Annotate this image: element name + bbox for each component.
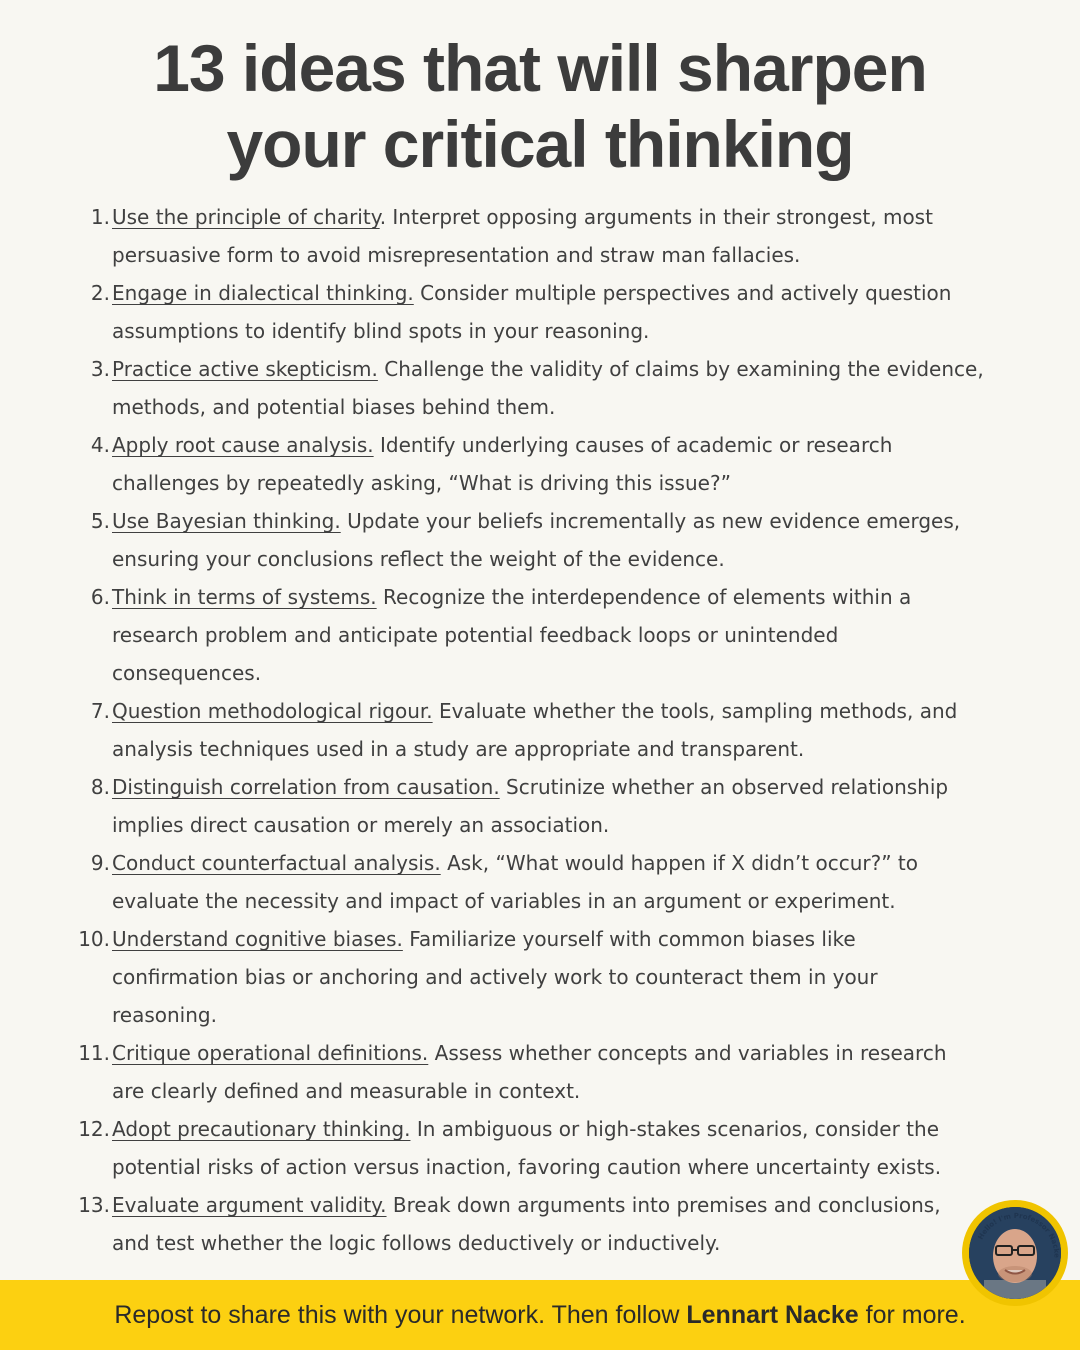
list-item [0, 426, 1080, 502]
footer-cta-bar [0, 1280, 1080, 1350]
item-heading: Engage in dialectical thinking. [112, 281, 414, 305]
item-heading: Think in terms of systems. [112, 585, 377, 609]
item-body: Scrutinize whether an observed relationship implies direct causation or merely an association. [112, 775, 949, 837]
title-line-2: your critical thinking [226, 107, 854, 181]
list-item [0, 350, 1080, 426]
item-number: 9. [90, 851, 110, 875]
item-heading: Adopt precautionary thinking. [112, 1117, 411, 1141]
item-number: 11. [78, 1041, 110, 1065]
item-body: Identify underlying causes of academic or research challenges by repeatedly asking, “What is driving this issue?” [112, 433, 893, 495]
item-heading: Practice active skepticism. [112, 357, 378, 381]
item-number: 13. [78, 1193, 110, 1217]
list-item [0, 502, 1080, 578]
item-number: 7. [90, 699, 110, 723]
item-number: 8. [90, 775, 110, 799]
item-heading-punctuation: . [379, 205, 387, 229]
item-heading: Evaluate argument validity. [112, 1193, 387, 1217]
item-heading: Use Bayesian thinking. [112, 509, 341, 533]
item-body: Ask, “What would happen if X didn’t occur?” to evaluate the necessity and impact of variables in an argument or experiment. [112, 851, 919, 913]
list-item [0, 274, 1080, 350]
page-title [0, 30, 1080, 182]
item-heading: Conduct counterfactual analysis. [112, 851, 441, 875]
item-body: Evaluate whether the tools, sampling methods, and analysis techniques used in a study are appropriate and transparent. [112, 699, 958, 761]
list-item [0, 1110, 1080, 1186]
ideas-list [0, 198, 1080, 1262]
footer-suffix: for more. [858, 1301, 966, 1329]
title-line-1: 13 ideas that will sharpen [153, 31, 927, 105]
item-heading: Critique operational definitions. [112, 1041, 429, 1065]
item-body: Consider multiple perspectives and actively question assumptions to identify blind spots in your reasoning. [112, 281, 952, 343]
item-number: 5. [90, 509, 110, 533]
item-heading: Use the principle of charity [112, 205, 380, 229]
footer-prefix: Repost to share this with your network. Then follow [114, 1301, 687, 1329]
list-item [0, 920, 1080, 1034]
profile-badge [962, 1200, 1068, 1306]
item-body: Familiarize yourself with common biases like confirmation bias or anchoring and actively work to counteract them in your reasoning. [112, 927, 878, 1027]
item-heading: Question methodological rigour. [112, 699, 433, 723]
list-item [0, 844, 1080, 920]
list-item [0, 578, 1080, 692]
item-number: 2. [90, 281, 110, 305]
item-number: 6. [90, 585, 110, 609]
list-item [0, 1034, 1080, 1110]
item-number: 3. [90, 357, 110, 381]
item-body: In ambiguous or high-stakes scenarios, consider the potential risks of action versus inaction, favoring caution where uncertainty exists. [112, 1117, 942, 1179]
item-body: Break down arguments into premises and conclusions, and test whether the logic follows deductively or inductively. [112, 1193, 941, 1255]
item-number: 4. [90, 433, 110, 457]
list-item [0, 768, 1080, 844]
list-item [0, 198, 1080, 274]
item-number: 1. [90, 205, 110, 229]
item-heading: Distinguish correlation from causation. [112, 775, 500, 799]
list-item [0, 692, 1080, 768]
item-body: Challenge the validity of claims by examining the evidence, methods, and potential biases behind them. [112, 357, 984, 419]
item-body: Recognize the interdependence of elements within a research problem and anticipate potential feedback loops or unintended consequences. [112, 585, 912, 685]
item-body: Update your beliefs incrementally as new evidence emerges, ensuring your conclusions reflect the weight of the evidence. [112, 509, 961, 571]
profile-photo-icon [962, 1200, 1068, 1306]
author-name[interactable]: Lennart Nacke [686, 1301, 859, 1329]
item-number: 10. [78, 927, 110, 951]
list-item [0, 1186, 1080, 1262]
item-heading: Apply root cause analysis. [112, 433, 374, 457]
badge-text: Hello! I'm Professor Nacke [976, 1211, 1061, 1258]
item-body: Assess whether concepts and variables in research are clearly defined and measurable in context. [112, 1041, 947, 1103]
item-heading: Understand cognitive biases. [112, 927, 403, 951]
item-body: Interpret opposing arguments in their strongest, most persuasive form to avoid misrepresentation and straw man fallacies. [112, 205, 933, 267]
item-number: 12. [78, 1117, 110, 1141]
